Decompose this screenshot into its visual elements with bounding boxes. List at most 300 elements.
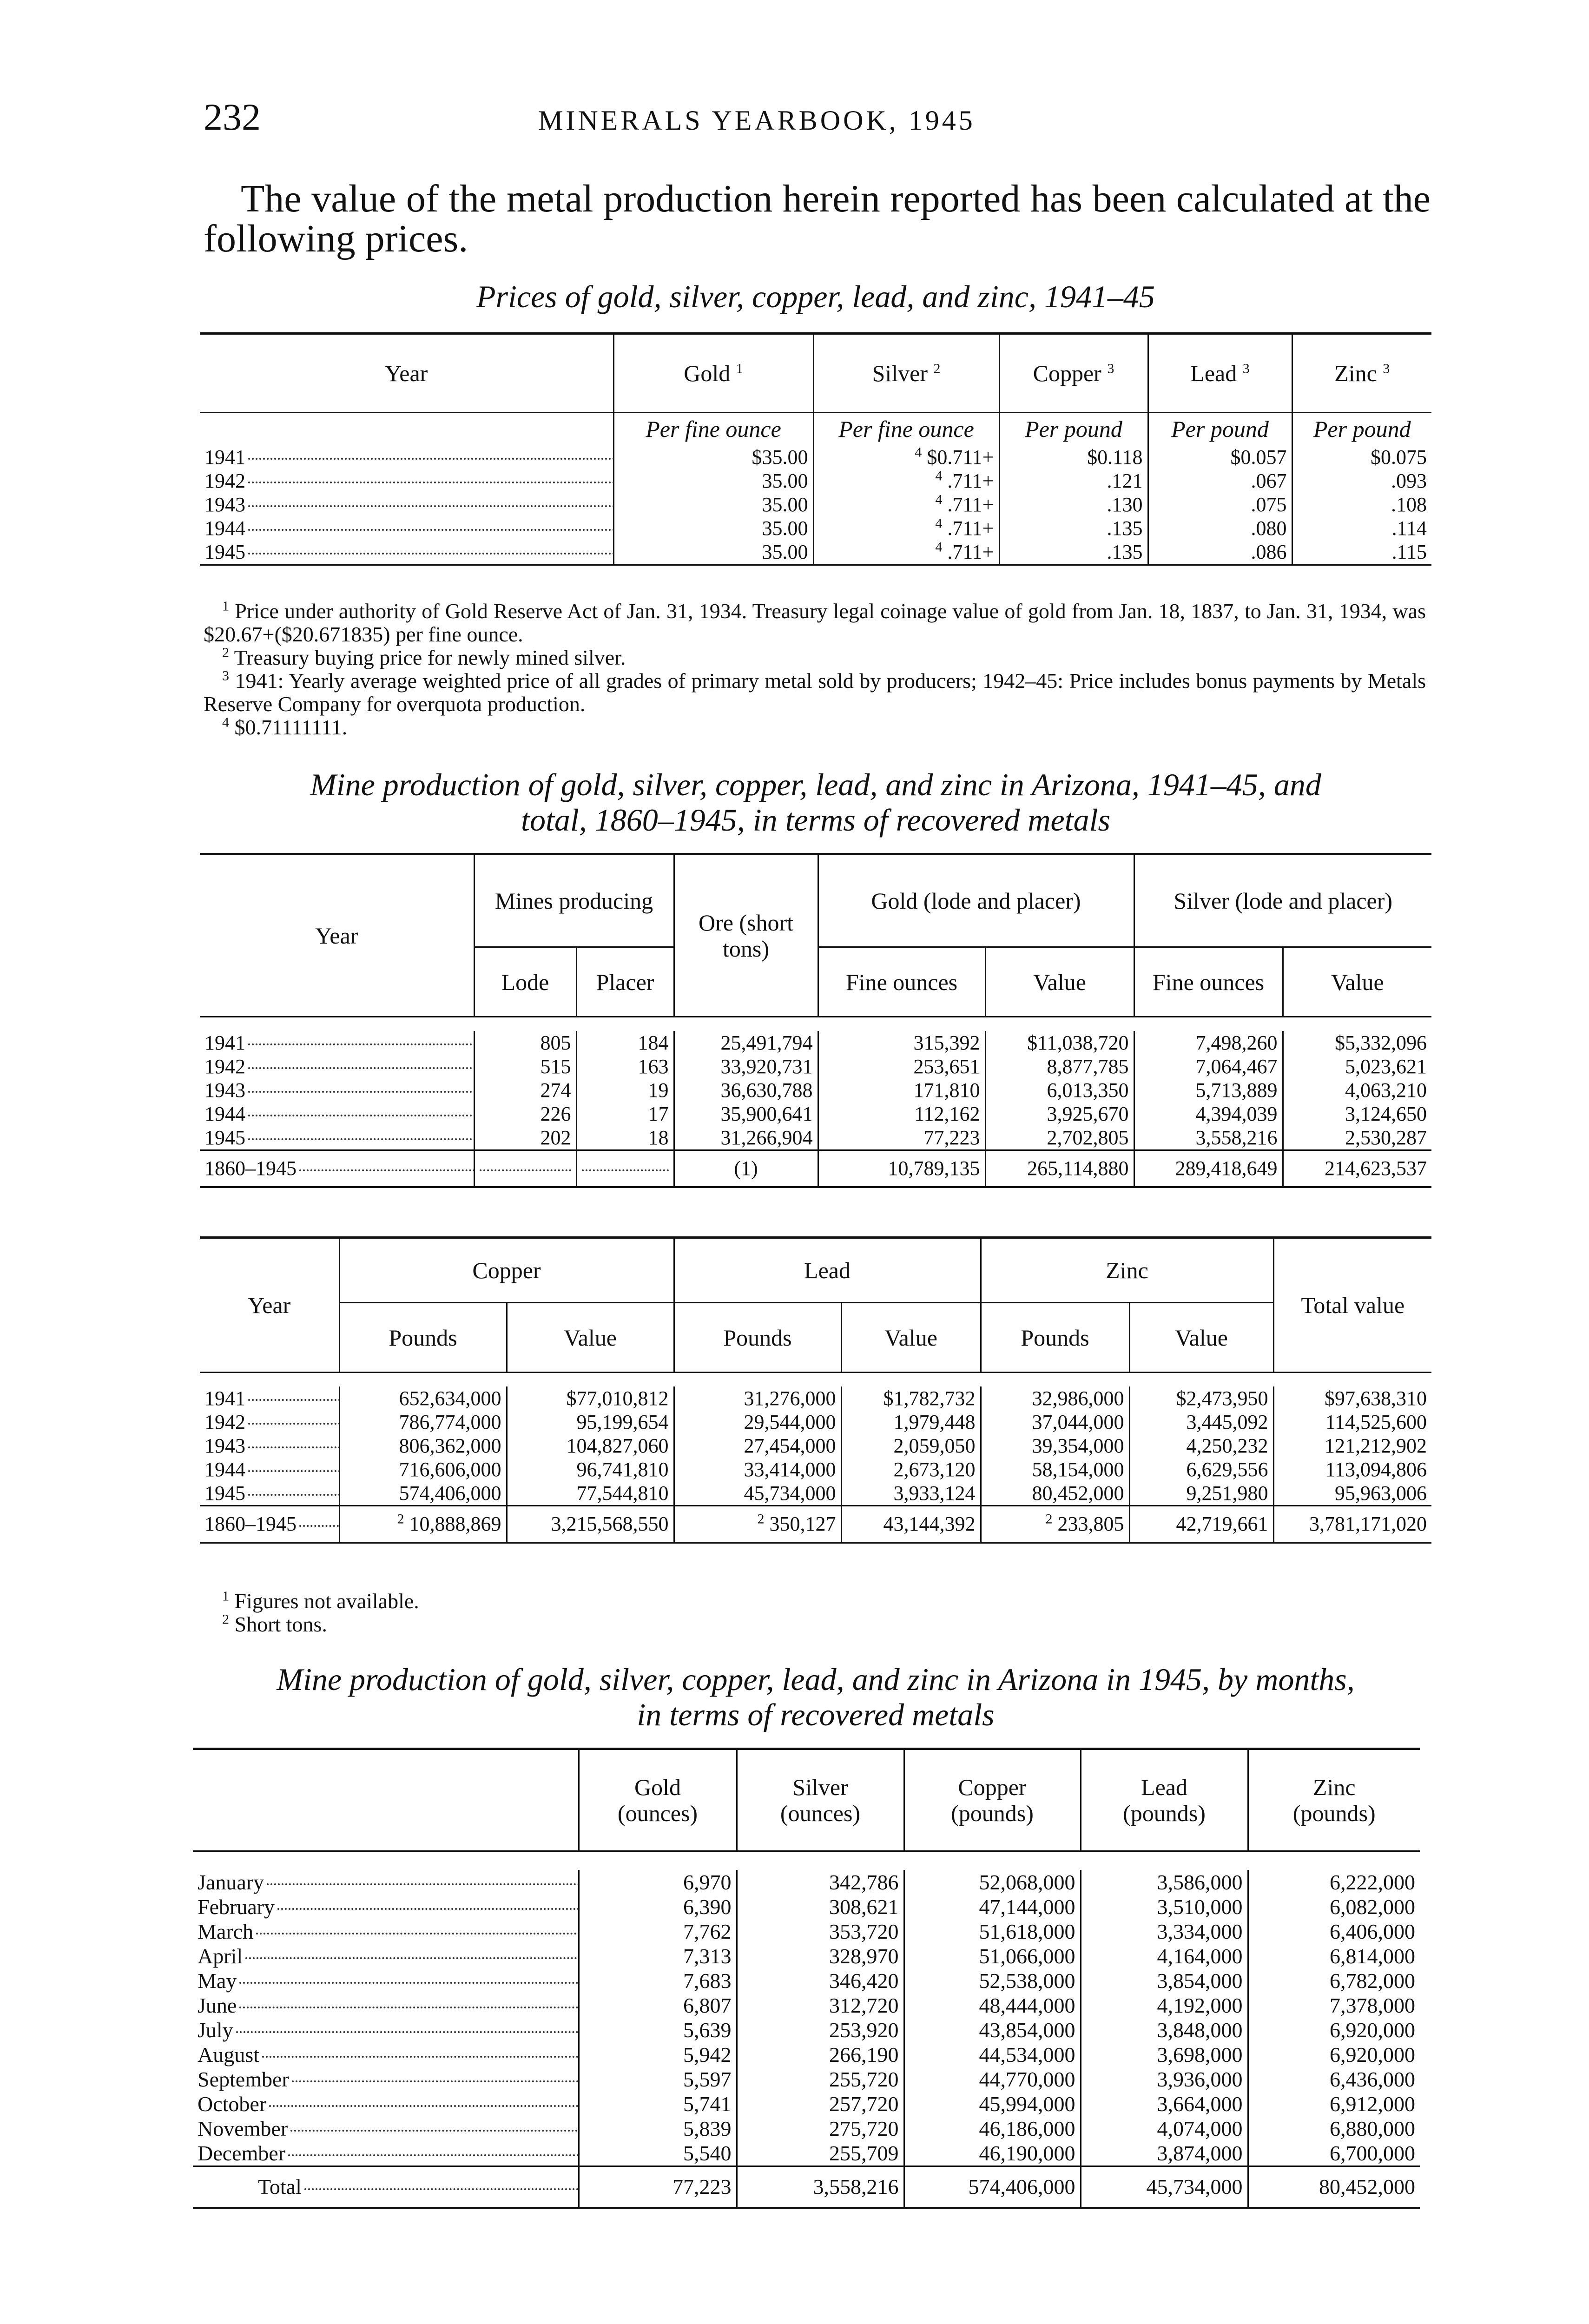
cell-cu-lb — [339, 1458, 507, 1481]
cell-silver-text: .711+ — [947, 493, 994, 516]
footnote-mark: 4 — [935, 491, 943, 507]
cell-zinc-text: 6,814,000 — [1330, 1944, 1415, 1968]
cell-copper — [999, 540, 1148, 565]
table-row — [200, 1078, 1431, 1102]
cell-total — [1273, 1481, 1431, 1506]
cell-cu-val — [507, 1410, 674, 1434]
cell-lead-text: 3,510,000 — [1157, 1895, 1243, 1919]
table-row — [193, 2141, 1420, 2166]
cell-silver-oz-text: 4,394,039 — [1195, 1102, 1278, 1125]
cell-silver — [813, 445, 999, 469]
cell-gold-text: 7,762 — [683, 1919, 732, 1943]
col-gold: Gold (ounces) — [579, 1749, 737, 1851]
table-row — [200, 1102, 1431, 1126]
cell-lead-text: 45,734,000 — [1146, 2175, 1243, 2199]
col-silver-fine-ounces: Fine ounces — [1134, 947, 1283, 1017]
cell-copper-text: 46,186,000 — [979, 2116, 1075, 2140]
cell-lode — [474, 1102, 576, 1126]
production-footnotes — [204, 1590, 1426, 1636]
cell-lead — [1081, 1944, 1248, 1968]
cell-gold-val — [985, 1031, 1134, 1055]
cell-silver-val — [1283, 1078, 1431, 1102]
cell-copper-text: 45,994,000 — [979, 2092, 1075, 2116]
spacer-row — [193, 1851, 1420, 1870]
cell-gold-oz-text: 112,162 — [914, 1102, 980, 1125]
table-row — [200, 1126, 1431, 1150]
row-label — [193, 1944, 579, 1968]
cell-copper — [904, 1919, 1081, 1944]
row-label — [200, 540, 613, 565]
table-row — [193, 1895, 1420, 1919]
cell-lead-text: .086 — [1251, 540, 1287, 563]
cell-copper — [904, 1944, 1081, 1968]
dot-leader — [248, 553, 613, 555]
cell-lead-text: 3,936,000 — [1157, 2067, 1243, 2091]
dot-leader — [248, 458, 613, 460]
cell-zinc-text: 6,920,000 — [1330, 2018, 1415, 2042]
cell-zinc — [1248, 1895, 1420, 1919]
cell-zinc-text: 7,378,000 — [1330, 1993, 1415, 2017]
cell-silver-text: 253,920 — [829, 2018, 899, 2042]
cell-cu-val — [507, 1434, 674, 1458]
cell-zinc — [1248, 1968, 1420, 1993]
cell-gold — [579, 2141, 737, 2166]
row-label-text: 1943 — [204, 1078, 245, 1102]
cell-ore — [674, 1102, 818, 1126]
cell-zn-lb — [981, 1386, 1129, 1410]
cell-gold — [613, 493, 813, 516]
cell-cu-val — [507, 1505, 674, 1543]
cell-zn-val-text: 42,719,661 — [1176, 1512, 1268, 1536]
col-gold: Gold $^1$ — [613, 334, 813, 413]
cell-lode-text: 202 — [540, 1126, 571, 1149]
spacer-row — [200, 565, 1431, 574]
cell-gold-text: 6,390 — [683, 1895, 732, 1919]
footnote: $^1$ Price under authority of Gold Reserve Act of Jan. 31, 1934. Treasury legal coinage value of gold from Jan. 18, 1837, to Jan. 31, 1934, was $20.67+($20.671835) per fine ounce. — [204, 598, 1426, 646]
cell-ore-text: 35,900,641 — [720, 1102, 813, 1125]
cell-gold — [613, 469, 813, 493]
dot-leader — [290, 2130, 579, 2132]
cell-copper-text: 51,618,000 — [979, 1919, 1075, 1943]
dot-leader — [248, 482, 613, 483]
cell-gold — [579, 1870, 737, 1895]
cell-gold-text: 77,223 — [673, 2175, 732, 2199]
cell-silver — [737, 1968, 904, 1993]
col-copper-pounds: Pounds — [339, 1303, 507, 1373]
cell-placer-text: 184 — [638, 1031, 669, 1054]
cell-lead — [1081, 1919, 1248, 1944]
cell-zn-lb-text: 37,044,000 — [1032, 1410, 1124, 1433]
cell-silver-val — [1283, 1031, 1431, 1055]
cell-cu-lb — [339, 1505, 507, 1543]
cell-lead-text: .067 — [1251, 469, 1287, 492]
dot-leader — [239, 2007, 579, 2008]
row-label-text: 1941 — [204, 1031, 245, 1054]
cell-lead-text: .075 — [1251, 493, 1287, 516]
cell-cu-val — [507, 1481, 674, 1506]
dot-leader — [248, 1138, 474, 1140]
cell-copper — [904, 1993, 1081, 2018]
row-label — [200, 1386, 339, 1410]
row-label — [200, 469, 613, 493]
cell-silver-text: .711+ — [947, 540, 994, 563]
unit-zinc: Per pound — [1292, 413, 1431, 445]
cell-silver — [737, 2018, 904, 2042]
cell-pb-val-text: 43,144,392 — [883, 1512, 976, 1536]
cell-silver-oz-text: 7,498,260 — [1195, 1031, 1278, 1054]
cell-gold-text: 6,970 — [683, 1870, 732, 1894]
cell-silver-text: 255,720 — [829, 2067, 899, 2091]
cell-zinc-text: 6,406,000 — [1330, 1919, 1415, 1943]
cell-copper — [904, 2166, 1081, 2208]
row-label — [193, 1993, 579, 2018]
cell-zinc — [1292, 469, 1431, 493]
table-row — [200, 469, 1431, 493]
footnote-mark: 4 — [935, 539, 943, 555]
cell-gold — [613, 516, 813, 540]
cell-ore — [674, 1055, 818, 1078]
cell-silver-oz-text: 289,418,649 — [1175, 1157, 1278, 1180]
dot-leader — [248, 1423, 339, 1425]
cell-zn-lb-text: 233,805 — [1057, 1512, 1124, 1536]
footnote: $^1$ Figures not available. — [222, 1588, 419, 1613]
cell-silver-val-text: 4,063,210 — [1345, 1078, 1427, 1102]
row-label-text: 1941 — [204, 445, 245, 469]
cell-cu-val-text: 3,215,568,550 — [551, 1512, 669, 1536]
table-row — [200, 1055, 1431, 1078]
col-gold-value: Value — [985, 947, 1134, 1017]
dot-leader — [256, 1933, 579, 1934]
footnote-mark: 4 — [915, 444, 922, 460]
cell-zinc — [1248, 2141, 1420, 2166]
total-row — [200, 1505, 1431, 1543]
row-label-text: 1943 — [204, 1434, 245, 1457]
prices-footnotes — [204, 600, 1426, 739]
cell-ore-text: 36,630,788 — [720, 1078, 813, 1102]
col-lead-pounds: Pounds — [674, 1303, 841, 1373]
cell-copper-text: .130 — [1107, 493, 1143, 516]
dot-leader — [248, 1446, 339, 1448]
cell-silver-text: 255,709 — [829, 2141, 899, 2165]
cell-silver — [737, 2042, 904, 2067]
dot-leader — [288, 2154, 579, 2156]
row-label — [193, 2067, 579, 2092]
cell-zinc-text: $0.075 — [1371, 445, 1427, 469]
cell-zn-lb — [981, 1434, 1129, 1458]
cell-pb-lb — [674, 1386, 841, 1410]
cell-pb-lb — [674, 1481, 841, 1506]
cell-pb-val-text: 3,933,124 — [893, 1481, 976, 1505]
cell-gold-text: 7,683 — [683, 1968, 732, 1993]
production-table-part2 — [200, 1236, 1431, 1544]
cell-zn-lb — [981, 1481, 1129, 1506]
cell-placer-text: 19 — [648, 1078, 669, 1102]
cell-gold — [579, 2166, 737, 2208]
cell-copper — [904, 1895, 1081, 1919]
cell-placer — [576, 1055, 674, 1078]
cell-zn-val-text: 9,251,980 — [1186, 1481, 1268, 1505]
cell-lead-text: 4,192,000 — [1157, 1993, 1243, 2017]
col-total-value: Total value — [1273, 1238, 1431, 1373]
dot-leader — [248, 1115, 474, 1116]
cell-zn-val — [1129, 1434, 1273, 1458]
cell-gold — [579, 1919, 737, 1944]
col-copper-group: Copper — [339, 1238, 674, 1303]
cell-gold — [613, 445, 813, 469]
cell-silver-val-text: 214,623,537 — [1325, 1157, 1427, 1180]
row-label-text: September — [198, 2067, 289, 2091]
cell-cu-lb-text: 652,634,000 — [399, 1386, 501, 1410]
cell-lead — [1148, 540, 1292, 565]
spacer-row — [200, 1373, 1431, 1386]
table-row — [193, 2067, 1420, 2092]
cell-silver — [813, 540, 999, 565]
cell-copper-text: 44,770,000 — [979, 2067, 1075, 2091]
cell-gold-text: 7,313 — [683, 1944, 732, 1968]
dot-leader — [480, 1169, 571, 1171]
cell-copper-text: 51,066,000 — [979, 1944, 1075, 1968]
dot-leader — [245, 1957, 579, 1959]
row-label-text: April — [198, 1944, 243, 1968]
col-lead: Lead (pounds) — [1081, 1749, 1248, 1851]
unit-lead: Per pound — [1148, 413, 1292, 445]
row-label-text: October — [198, 2092, 267, 2116]
row-label-text: May — [198, 1968, 237, 1993]
cell-lead — [1148, 445, 1292, 469]
cell-silver — [737, 1895, 904, 1919]
cell-gold-oz — [818, 1078, 985, 1102]
cell-cu-lb-text: 716,606,000 — [399, 1458, 501, 1481]
row-label-text: 1942 — [204, 469, 245, 492]
cell-cu-lb — [339, 1410, 507, 1434]
row-label-text: 1945 — [204, 1126, 245, 1149]
cell-gold-oz — [818, 1102, 985, 1126]
cell-lead-text: 3,334,000 — [1157, 1919, 1243, 1943]
footnote: $^2$ Short tons. — [222, 1611, 327, 1636]
cell-pb-lb-text: 45,734,000 — [744, 1481, 836, 1505]
cell-silver-val — [1283, 1102, 1431, 1126]
row-label — [193, 2042, 579, 2067]
row-label-text: February — [198, 1895, 275, 1919]
cell-gold-text: 35.00 — [762, 540, 808, 563]
table-row — [193, 1944, 1420, 1968]
cell-cu-val — [507, 1386, 674, 1410]
cell-silver — [737, 1993, 904, 2018]
cell-silver-text: .711+ — [947, 469, 994, 492]
col-zinc: Zinc (pounds) — [1248, 1749, 1420, 1851]
cell-ore — [674, 1031, 818, 1055]
row-label — [193, 2092, 579, 2116]
cell-ore-text: 33,920,731 — [720, 1055, 813, 1078]
col-gold-fine-ounces: Fine ounces — [818, 947, 985, 1017]
cell-placer — [576, 1150, 674, 1187]
cell-pb-lb — [674, 1505, 841, 1543]
cell-silver-text: 308,621 — [829, 1895, 899, 1919]
cell-total-text: 113,094,806 — [1325, 1458, 1427, 1481]
row-label-text: 1945 — [204, 540, 245, 563]
cell-silver-text: 3,558,216 — [813, 2175, 899, 2199]
col-zinc-group: Zinc — [981, 1238, 1273, 1303]
cell-copper-text: 44,534,000 — [979, 2042, 1075, 2067]
cell-lead-text: 3,586,000 — [1157, 1870, 1243, 1894]
cell-gold-val-text: 2,702,805 — [1047, 1126, 1129, 1149]
cell-silver-oz — [1134, 1078, 1283, 1102]
total-row — [200, 1150, 1431, 1187]
cell-copper — [904, 2067, 1081, 2092]
dot-leader — [248, 1494, 339, 1496]
row-label — [193, 1870, 579, 1895]
cell-total-text: $97,638,310 — [1325, 1386, 1427, 1410]
cell-cu-val-text: 104,827,060 — [566, 1434, 669, 1457]
cell-copper — [904, 1968, 1081, 1993]
table-row — [193, 1993, 1420, 2018]
cell-gold — [579, 1895, 737, 1919]
table-row — [193, 1919, 1420, 1944]
cell-cu-lb — [339, 1386, 507, 1410]
cell-copper — [904, 2141, 1081, 2166]
row-label — [193, 2018, 579, 2042]
cell-gold — [579, 1968, 737, 1993]
footnote: $^4$ $0.71111111. — [222, 714, 348, 739]
cell-pb-val — [841, 1458, 981, 1481]
cell-silver — [737, 2092, 904, 2116]
cell-silver-oz-text: 3,558,216 — [1195, 1126, 1278, 1149]
cell-copper-text: .135 — [1107, 540, 1143, 563]
production-table-part1 — [200, 853, 1431, 1188]
cell-gold-val — [985, 1150, 1134, 1187]
cell-lode-text: 226 — [540, 1102, 571, 1125]
cell-zinc-text: .093 — [1391, 469, 1427, 492]
cell-silver-text: 257,720 — [829, 2092, 899, 2116]
cell-pb-val — [841, 1481, 981, 1506]
cell-silver-text: 353,720 — [829, 1919, 899, 1943]
cell-silver-oz — [1134, 1031, 1283, 1055]
table-row — [200, 1458, 1431, 1481]
table-row — [200, 516, 1431, 540]
cell-gold-text: 5,597 — [683, 2067, 732, 2091]
cell-silver-text: 275,720 — [829, 2116, 899, 2140]
dot-leader — [236, 2031, 579, 2033]
cell-lead-text: $0.057 — [1230, 445, 1287, 469]
cell-lode-text: 805 — [540, 1031, 571, 1054]
row-label — [200, 1458, 339, 1481]
cell-zinc — [1292, 516, 1431, 540]
cell-zinc-text: 6,880,000 — [1330, 2116, 1415, 2140]
cell-gold-text: 5,741 — [683, 2092, 732, 2116]
cell-gold-oz — [818, 1031, 985, 1055]
cell-zn-val-text: 3,445,092 — [1186, 1410, 1268, 1433]
cell-gold-text: 5,639 — [683, 2018, 732, 2042]
cell-ore-text: 31,266,904 — [720, 1126, 813, 1149]
cell-lead — [1148, 469, 1292, 493]
cell-zn-val-text: 4,250,232 — [1186, 1434, 1268, 1457]
cell-silver-text: $0.711+ — [927, 445, 994, 469]
cell-cu-lb-text: 786,774,000 — [399, 1410, 501, 1433]
cell-cu-val-text: 95,199,654 — [576, 1410, 669, 1433]
cell-zinc-text: 6,082,000 — [1330, 1895, 1415, 1919]
cell-copper-text: 47,144,000 — [979, 1895, 1075, 1919]
dot-leader — [248, 1399, 339, 1401]
intro-paragraph: The value of the metal production herein reported has been calculated at the following prices. — [204, 177, 1431, 260]
cell-gold — [579, 2092, 737, 2116]
cell-silver-text: 312,720 — [829, 1993, 899, 2017]
row-label — [200, 1505, 339, 1543]
row-label-text: 1942 — [204, 1410, 245, 1433]
col-copper: Copper (pounds) — [904, 1749, 1081, 1851]
cell-copper-text: .135 — [1107, 516, 1143, 540]
page-header — [204, 95, 1431, 137]
cell-cu-lb-text: 574,406,000 — [399, 1481, 501, 1505]
cell-gold-oz-text: 171,810 — [913, 1078, 980, 1102]
cell-silver-oz — [1134, 1150, 1283, 1187]
col-year: Year — [248, 1292, 291, 1318]
cell-lead — [1148, 493, 1292, 516]
row-label — [193, 2141, 579, 2166]
cell-copper — [999, 469, 1148, 493]
cell-lead — [1081, 1993, 1248, 2018]
cell-cu-val-text: 96,741,810 — [576, 1458, 669, 1481]
dot-leader — [269, 2105, 579, 2107]
cell-gold-text: 5,540 — [683, 2141, 732, 2165]
cell-copper — [999, 516, 1148, 540]
footnote: $^3$ 1941: Yearly average weighted price of all grades of primary metal sold by producers; 1942–45: Price includes bonus payments by Metals Reserve Company for overquota production. — [204, 668, 1426, 716]
dot-leader — [248, 1091, 474, 1093]
cell-zinc-text: 6,782,000 — [1330, 1968, 1415, 1993]
cell-silver-text: 266,190 — [829, 2042, 899, 2067]
cell-silver — [737, 1919, 904, 1944]
row-label — [193, 1968, 579, 1993]
cell-silver — [737, 2166, 904, 2208]
cell-silver-text: 328,970 — [829, 1944, 899, 1968]
cell-zn-val-text: 6,629,556 — [1186, 1458, 1268, 1481]
dot-leader — [304, 2188, 579, 2190]
cell-cu-val — [507, 1458, 674, 1481]
cell-gold-oz-text: 77,223 — [923, 1126, 980, 1149]
cell-pb-lb-text: 31,276,000 — [744, 1386, 836, 1410]
table-row — [200, 1481, 1431, 1506]
cell-total — [1273, 1505, 1431, 1543]
cell-gold-val — [985, 1102, 1134, 1126]
cell-copper — [904, 1870, 1081, 1895]
dot-leader — [248, 1470, 339, 1472]
cell-zn-val — [1129, 1481, 1273, 1506]
footnote-mark: 2 — [757, 1511, 765, 1527]
cell-zinc — [1248, 2092, 1420, 2116]
cell-placer-text: 18 — [648, 1126, 669, 1149]
row-label-text: 1941 — [204, 1386, 245, 1410]
cell-zn-lb — [981, 1410, 1129, 1434]
cell-silver-text: .711+ — [947, 516, 994, 540]
cell-zn-lb-text: 39,354,000 — [1032, 1434, 1124, 1457]
cell-pb-lb — [674, 1458, 841, 1481]
cell-silver — [737, 2116, 904, 2141]
cell-zinc-text: 6,912,000 — [1330, 2092, 1415, 2116]
cell-lead — [1081, 2141, 1248, 2166]
dot-leader — [248, 505, 613, 507]
row-label-text: 1944 — [204, 516, 245, 540]
col-year: Year — [315, 923, 358, 949]
cell-copper-text: $0.118 — [1087, 445, 1143, 469]
cell-total — [1273, 1458, 1431, 1481]
table-row — [200, 1410, 1431, 1434]
cell-copper — [904, 2042, 1081, 2067]
cell-silver — [813, 493, 999, 516]
cell-pb-lb-text: 29,544,000 — [744, 1410, 836, 1433]
cell-gold-text: 35.00 — [762, 469, 808, 492]
cell-lead — [1081, 2092, 1248, 2116]
row-label — [193, 2116, 579, 2141]
table-row — [193, 2042, 1420, 2067]
